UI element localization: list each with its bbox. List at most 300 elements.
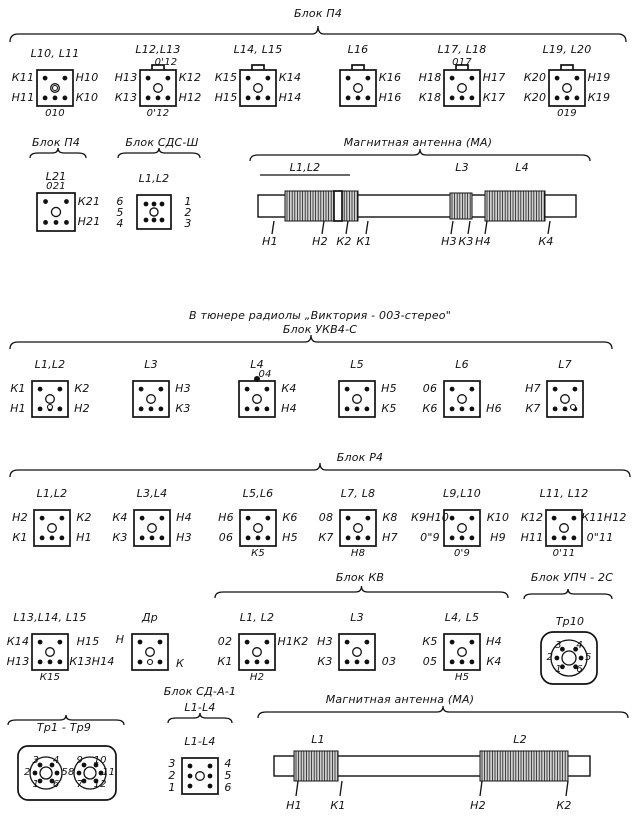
u3-pin <box>265 387 270 392</box>
k5-bl-label: 05 <box>422 654 438 668</box>
r1-pin <box>40 536 45 541</box>
c4-socket <box>340 70 376 106</box>
p4-small-brace <box>30 148 86 158</box>
c1-pin <box>53 96 58 101</box>
tr19-pin-a <box>33 771 38 776</box>
c6-bl-label: К20 <box>523 90 547 104</box>
r4-br-label: Н7 <box>382 530 398 544</box>
sda-r1: 4 <box>224 757 232 770</box>
c2-socket <box>140 70 176 106</box>
r4-socket <box>340 510 376 546</box>
c4-pin <box>366 96 371 101</box>
u6-pin <box>553 407 558 412</box>
u1-pin <box>58 407 63 412</box>
u4-pin <box>345 407 350 412</box>
ma2-brace <box>258 706 628 718</box>
c3-pin <box>246 96 251 101</box>
u5-pin <box>470 387 475 392</box>
ma1-pin-label: Н4 <box>475 235 491 248</box>
ma2-pin-label: К1 <box>330 799 346 812</box>
tr19-pin-label-b: 12 <box>93 779 107 790</box>
c3-pin <box>246 76 251 81</box>
k4-pin <box>345 660 350 665</box>
p4-small-title: Блок П4 <box>31 136 81 149</box>
sda-pin <box>188 784 193 789</box>
c4-pin <box>366 76 371 81</box>
c8-pin <box>152 202 157 207</box>
k2-key-hole <box>148 660 153 665</box>
c5-pin <box>450 76 455 81</box>
k5-pin <box>460 660 465 665</box>
k1-pin <box>58 640 63 645</box>
k1-tr-label: Н15 <box>76 635 100 649</box>
p4-brace <box>10 26 626 42</box>
ma1-pin-label: К3 <box>458 235 474 248</box>
ma1-title: Магнитная антенна (МА) <box>343 136 493 149</box>
c5-pin <box>460 96 465 101</box>
sda-l3: 1 <box>168 781 176 794</box>
tr19-pin-label-a: 2 <box>24 767 31 778</box>
c1-pin <box>63 76 68 81</box>
c6-pin <box>555 76 560 81</box>
ma2-lead <box>480 781 482 796</box>
sda-name: L1-L4 <box>184 701 216 714</box>
r2-pin <box>140 536 145 541</box>
u3-br-label: Н4 <box>281 401 297 415</box>
ma1-group3: L4 <box>515 161 529 174</box>
u2-br-label: К3 <box>175 401 191 415</box>
k1-bl-label: Н13 <box>6 654 30 668</box>
k4-pin <box>345 640 350 645</box>
k2-pin <box>158 660 163 665</box>
sda-block-title: Блок СД-А-1 <box>163 685 237 698</box>
tr10-pin-label: 4 <box>576 639 583 651</box>
r3-tl-label: Н6 <box>218 511 234 525</box>
r2-br-label: Н3 <box>176 530 192 544</box>
u3-tr-label: К4 <box>281 382 297 396</box>
u2-name: L3 <box>144 358 158 371</box>
tr19-pin-label-b: 11 <box>102 767 116 778</box>
u5-pin <box>470 407 475 412</box>
tr10-name: Тр10 <box>555 615 585 628</box>
k5-tl-label: К5 <box>422 635 438 649</box>
c4-tr-label: К16 <box>378 71 402 85</box>
r3-pin <box>266 516 271 521</box>
ma2-lead <box>340 781 342 796</box>
c5-pin <box>470 96 475 101</box>
k1-pin <box>58 660 63 665</box>
tr10-pin-label: 1 <box>555 664 562 676</box>
u2-pin <box>159 407 164 412</box>
r5-pin <box>450 516 455 521</box>
k1-pin <box>38 640 43 645</box>
u5-br-label: Н6 <box>486 401 502 415</box>
c8-pin <box>160 202 165 207</box>
u1-tl-label: К1 <box>10 382 26 396</box>
ma2-winding-l1 <box>294 751 338 781</box>
ma2-group2: L2 <box>513 733 527 746</box>
sda-name: L1-L4 <box>184 735 216 748</box>
tuner-title: В тюнере радиолы „Виктория - 003-стерео" <box>189 309 451 322</box>
u6-bl-label: К7 <box>525 401 541 415</box>
r6-name: L11, L12 <box>539 487 589 500</box>
c3-pin <box>256 96 261 101</box>
c1-key-hole <box>53 86 58 91</box>
ma1-brace <box>250 149 590 161</box>
tr19-pin-a <box>50 779 55 784</box>
u3-pin <box>245 387 250 392</box>
tr19-pin-b <box>77 771 82 776</box>
p4-block-title: Блок П4 <box>293 7 343 20</box>
c6-bottom-label: 019 <box>557 108 577 119</box>
r1-bl-label: К1 <box>12 530 28 544</box>
tr19-pin-b <box>99 771 104 776</box>
r4-bl-label: К7 <box>318 530 334 544</box>
c6-pin <box>575 76 580 81</box>
u2-pin <box>139 387 144 392</box>
ma2-pin-label: Н1 <box>286 799 302 812</box>
k2-pin <box>158 640 163 645</box>
upch-brace <box>524 589 612 599</box>
u1-pin <box>38 407 43 412</box>
c5-bl-label: К18 <box>418 90 442 104</box>
k2-pin <box>138 640 143 645</box>
ukv-block-title: Блок УКВ4-С <box>282 323 358 336</box>
r1-pin <box>60 516 65 521</box>
tr19-pin-a <box>38 763 43 768</box>
u6-pin <box>573 387 578 392</box>
k3-tr-label: Н1К2 <box>277 635 309 649</box>
ma2-lead <box>566 781 568 796</box>
ma1-pin-label: Н1 <box>262 235 278 248</box>
u4-pin <box>345 387 350 392</box>
tr19-name: Тр1 - Тр9 <box>36 721 92 734</box>
c2-pin <box>146 76 151 81</box>
c7-pin <box>64 199 69 204</box>
r6-pin <box>552 516 557 521</box>
r4-tr-label: К8 <box>382 511 398 525</box>
r2-pin <box>150 536 155 541</box>
c5-pin <box>470 76 475 81</box>
k3-bottom-label: Н2 <box>249 672 265 683</box>
k5-socket <box>444 634 480 670</box>
c1-pin <box>43 76 48 81</box>
ukv-brace <box>10 335 612 349</box>
u3-pin <box>245 407 250 412</box>
sda-pin <box>208 764 213 769</box>
c2-bottom-label: 0'12 <box>146 108 170 119</box>
sda-pin <box>208 774 213 779</box>
k2-left-label: Н <box>115 633 125 646</box>
r5-pin <box>470 516 475 521</box>
k5-pin <box>470 640 475 645</box>
u5-pin <box>460 407 465 412</box>
ma1-lead <box>485 221 487 234</box>
u4-tr-label: Н5 <box>381 382 397 396</box>
sda-pin <box>188 764 193 769</box>
c6-tl-label: К20 <box>523 71 547 85</box>
r2-tr-label: Н4 <box>176 511 192 525</box>
tr10-pin-label: 6 <box>576 664 583 676</box>
u5-pin <box>450 387 455 392</box>
r4-pin <box>356 536 361 541</box>
r4-pin <box>366 536 371 541</box>
r4-block-title: Блок Р4 <box>336 451 384 464</box>
ma1-lead <box>366 221 368 234</box>
c8-r2: 2 <box>184 206 192 219</box>
r1-tr-label: К2 <box>76 511 92 525</box>
c6-pin <box>555 96 560 101</box>
tr10-pin <box>573 647 578 652</box>
c6-pin <box>575 96 580 101</box>
c7-pin <box>54 220 59 225</box>
u6-pin <box>563 407 568 412</box>
k1-br-label: К13Н14 <box>69 654 115 668</box>
r5-bottom-label: 0'9 <box>453 548 471 559</box>
r2-pin <box>140 516 145 521</box>
sda-r3: 6 <box>224 781 232 794</box>
r1-pin <box>50 536 55 541</box>
c2-pin <box>166 76 171 81</box>
r6-pin <box>572 536 577 541</box>
u4-pin <box>365 407 370 412</box>
tr19-pin-label-a: 3 <box>32 755 40 766</box>
tr19-pin-label-b: 7 <box>76 779 84 790</box>
r6-pin <box>572 516 577 521</box>
r5-socket <box>444 510 480 546</box>
c8-pin <box>144 218 149 223</box>
u1-bl-label: Н1 <box>10 401 26 415</box>
k1-socket <box>32 634 68 670</box>
tr19-pin-b <box>94 779 99 784</box>
c6-br-label: К19 <box>587 90 611 104</box>
u5-bl-label: К6 <box>422 401 438 415</box>
r4-pin <box>366 516 371 521</box>
c8-pin <box>160 218 165 223</box>
u3-socket <box>239 381 275 417</box>
c1-tl-label: К11 <box>11 71 35 85</box>
k4-pin <box>365 660 370 665</box>
c4-pin <box>356 96 361 101</box>
c5-top-label: 017 <box>452 57 472 68</box>
r5-bl-label: 0"9 <box>420 530 440 544</box>
tr10-pin <box>579 656 584 661</box>
k5-tr-label: Н4 <box>486 635 502 649</box>
u5-socket <box>444 381 480 417</box>
k4-name: L3 <box>350 611 364 624</box>
u6-name: L7 <box>558 358 572 371</box>
c3-socket <box>240 70 276 106</box>
r2-pin <box>160 516 165 521</box>
c2-pin <box>166 96 171 101</box>
tr19-pin-label-b: 10 <box>93 755 107 766</box>
sda-pin <box>208 784 213 789</box>
r6-tr-label: К11Н12 <box>581 511 627 525</box>
u1-pin <box>58 387 63 392</box>
u2-socket <box>133 381 169 417</box>
r3-pin <box>256 536 261 541</box>
k3-pin <box>255 660 260 665</box>
c3-br-label: Н14 <box>278 90 302 104</box>
c7-br-label: Н21 <box>77 215 101 229</box>
k5-pin <box>450 660 455 665</box>
r1-br-label: Н1 <box>76 530 92 544</box>
c7-pin <box>43 199 48 204</box>
kv-brace <box>215 586 508 598</box>
c6-pin <box>565 96 570 101</box>
k1-bottom-label: К15 <box>39 672 61 683</box>
c7-pin <box>43 220 48 225</box>
c1-pin <box>43 96 48 101</box>
r4-brace <box>10 463 630 477</box>
sda-brace <box>168 713 232 723</box>
c8-name: L1,L2 <box>138 172 170 185</box>
r6-br-label: 0"11 <box>586 530 614 544</box>
ma1-group2: L3 <box>455 161 469 174</box>
ma2-title: Магнитная антенна (МА) <box>325 693 475 706</box>
u2-pin <box>139 407 144 412</box>
tr19-pin-label-a: 5 <box>61 767 68 778</box>
r6-pin <box>552 536 557 541</box>
c8-pin <box>144 202 149 207</box>
kv-block-title: Блок КВ <box>335 571 385 584</box>
c8-pin <box>152 218 157 223</box>
tr10-pin <box>560 664 565 669</box>
u1-pin <box>38 387 43 392</box>
u6-tl-label: Н7 <box>525 382 541 396</box>
r1-socket <box>34 510 70 546</box>
u4-name: L5 <box>350 358 364 371</box>
k2-right-label: К <box>175 657 185 670</box>
c4-pin <box>346 96 351 101</box>
r3-pin <box>266 536 271 541</box>
r3-name: L5,L6 <box>242 487 274 500</box>
r4-pin <box>346 536 351 541</box>
r5-pin <box>470 536 475 541</box>
k3-bl-label: К1 <box>217 654 233 668</box>
u2-tr-label: Н3 <box>175 382 191 396</box>
u4-br-label: К5 <box>381 401 397 415</box>
r3-socket <box>240 510 276 546</box>
r1-name: L1,L2 <box>36 487 68 500</box>
u3-top-label: 04 <box>258 369 272 380</box>
c7-tr-label: К21 <box>77 194 101 208</box>
k1-pin <box>48 660 53 665</box>
ma1-lead <box>272 221 274 234</box>
r5-pin <box>460 536 465 541</box>
c3-pin <box>266 96 271 101</box>
r4-tl-label: 08 <box>318 511 334 525</box>
r3-pin <box>246 516 251 521</box>
c4-pin <box>346 76 351 81</box>
u3-name: L4 <box>250 358 264 371</box>
u4-pin <box>355 407 360 412</box>
c1-tr-label: Н10 <box>75 71 99 85</box>
tr19-pin-label-a: 6 <box>52 779 60 790</box>
ma1-tap-band <box>334 191 342 221</box>
c6-name: L19, L20 <box>542 43 592 56</box>
c1-bottom-label: 010 <box>45 108 65 119</box>
c2-bl-label: К13 <box>114 90 138 104</box>
ma1-lead <box>451 221 453 234</box>
c3-tl-label: К15 <box>214 71 238 85</box>
r6-socket <box>546 510 582 546</box>
c5-br-label: К17 <box>482 90 506 104</box>
r2-socket <box>134 510 170 546</box>
tr10-pin-label: 2 <box>546 652 554 663</box>
ma1-pin-label: Н2 <box>312 235 328 248</box>
c8-r3: 3 <box>184 217 192 230</box>
ma2-pin-label: К2 <box>556 799 572 812</box>
ma1-pin-label: Н3 <box>441 235 457 248</box>
r1-pin <box>60 536 65 541</box>
u5-pin <box>450 407 455 412</box>
r5-name: L9,L10 <box>443 487 481 500</box>
c3-pin <box>266 76 271 81</box>
ma1-pin-label: К1 <box>356 235 372 248</box>
u3-marker-dot <box>254 376 260 382</box>
tr10-pin <box>555 656 560 661</box>
r4-name: L7, L8 <box>340 487 376 500</box>
c6-tr-label: Н19 <box>587 71 611 85</box>
ma2-pin-label: Н2 <box>470 799 486 812</box>
sds-block-title: Блок СДС-Ш <box>125 136 199 149</box>
u1-tr-label: К2 <box>74 382 90 396</box>
sda-socket <box>182 758 218 794</box>
c7-top-label: 021 <box>46 181 66 192</box>
r6-tl-label: К12 <box>520 511 544 525</box>
c5-tl-label: Н18 <box>418 71 442 85</box>
c3-tr-label: К14 <box>278 71 302 85</box>
c6-socket <box>549 70 585 106</box>
k3-pin <box>245 660 250 665</box>
k3-pin <box>265 660 270 665</box>
c7-name: L21 <box>45 170 67 183</box>
r2-bl-label: К3 <box>112 530 128 544</box>
c3-name: L14, L15 <box>233 43 283 56</box>
upch-block-title: Блок УПЧ - 2С <box>530 571 614 584</box>
r2-pin <box>160 536 165 541</box>
r3-br-label: Н5 <box>282 530 298 544</box>
u5-tl-label: 06 <box>422 382 438 396</box>
c2-pin <box>156 96 161 101</box>
r2-name: L3,L4 <box>136 487 168 500</box>
r5-tr-label: К10 <box>486 511 510 525</box>
r5-br-label: Н9 <box>490 530 506 544</box>
tr19-pin-label-b: 8 <box>68 767 75 778</box>
k5-br-label: К4 <box>486 654 502 668</box>
r1-tl-label: Н2 <box>12 511 28 525</box>
ma1-lead <box>468 221 470 234</box>
c7-socket <box>37 193 75 231</box>
c8-l3: 4 <box>116 217 124 230</box>
sda-r2: 5 <box>224 769 232 782</box>
k1-tl-label: К14 <box>6 635 30 649</box>
c5-pin <box>450 96 455 101</box>
c8-r1: 1 <box>184 195 192 208</box>
k1-name: L13,L14, L15 <box>13 611 87 624</box>
sda-pin <box>188 774 193 779</box>
ma2-group1: L1 <box>311 733 325 746</box>
c2-tr-label: К12 <box>178 71 202 85</box>
u6-key-hole <box>571 405 576 410</box>
r3-bottom-label: К5 <box>251 548 265 559</box>
c7-pin <box>64 220 69 225</box>
u5-name: L6 <box>455 358 469 371</box>
c4-name: L16 <box>347 43 369 56</box>
tr10-pin-label: 3 <box>555 639 562 651</box>
c1-bl-label: Н11 <box>11 90 35 104</box>
